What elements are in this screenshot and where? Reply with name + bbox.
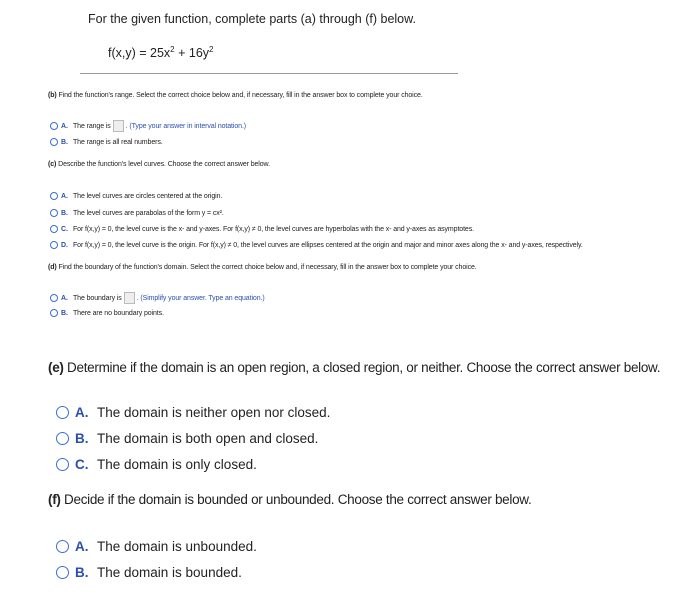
option-c-b[interactable] — [50, 209, 224, 217]
option-b-b[interactable] — [50, 138, 163, 146]
option-c-c[interactable] — [50, 225, 474, 233]
option-letter: A. — [75, 539, 89, 554]
part-label: (f) — [48, 492, 61, 507]
option-letter: A. — [75, 405, 89, 420]
radio-button[interactable] — [56, 566, 69, 579]
radio-button[interactable] — [56, 432, 69, 445]
option-text: The domain is both open and closed. — [97, 431, 319, 446]
question-text: Determine if the domain is an open region, a closed region, or neither. Choose the correct answer below. — [63, 360, 661, 375]
formula-part: f(x,y) = 25x — [108, 46, 171, 61]
option-letter: B. — [75, 431, 89, 446]
radio-button[interactable] — [50, 309, 58, 317]
radio-button[interactable] — [56, 406, 69, 419]
exponent: 2 — [170, 45, 175, 54]
radio-button[interactable] — [50, 225, 58, 233]
question-f — [48, 492, 531, 507]
part-label: (b) — [48, 92, 57, 99]
function-formula — [108, 45, 213, 60]
option-letter: C. — [61, 225, 68, 233]
option-text: The domain is only closed. — [97, 457, 257, 472]
option-letter: B. — [61, 138, 68, 146]
option-letter: A. — [61, 192, 68, 200]
option-text: The domain is bounded. — [97, 565, 242, 580]
question-e — [48, 360, 660, 375]
option-text: The level curves are circles centered at the origin. — [73, 192, 223, 200]
option-letter: B. — [75, 565, 89, 580]
radio-button[interactable] — [50, 192, 58, 200]
option-e-c[interactable] — [56, 457, 257, 472]
question-text: Describe the function's level curves. Choose the correct answer below. — [56, 161, 270, 168]
option-e-a[interactable] — [56, 405, 330, 420]
option-c-a[interactable] — [50, 192, 222, 200]
option-letter: A. — [61, 294, 68, 302]
exponent: 2 — [209, 45, 214, 54]
option-c-d[interactable] — [50, 241, 583, 249]
radio-button[interactable] — [50, 294, 58, 302]
option-f-a[interactable] — [56, 539, 257, 554]
hint: . (Simplify your answer. Type an equation.) — [136, 294, 265, 302]
option-letter: B. — [61, 209, 68, 217]
option-f-b[interactable] — [56, 565, 242, 580]
option-text: The range is all real numbers. — [73, 138, 163, 146]
hint: . (Type your answer in interval notation.) — [125, 122, 247, 130]
instructions: For the given function, complete parts (a) through (f) below. — [88, 12, 416, 26]
question-c — [48, 161, 270, 168]
part-label: (c) — [48, 161, 57, 168]
option-text: The boundary is — [73, 294, 122, 302]
option-text: The domain is neither open nor closed. — [97, 405, 331, 420]
radio-button[interactable] — [56, 540, 69, 553]
radio-button[interactable] — [50, 241, 58, 249]
option-text: For f(x,y) = 0, the level curve is the x- and y-axes. For f(x,y) ≠ 0, the level curves are hyperbolas with the x- and y-axes as asymptotes. — [73, 225, 474, 233]
radio-button[interactable] — [50, 138, 58, 146]
option-letter: B. — [61, 309, 68, 317]
option-d-a[interactable] — [50, 292, 265, 304]
part-label: (e) — [48, 360, 64, 375]
option-text: The level curves are parabolas of the form y = cx². — [73, 209, 224, 217]
answer-box[interactable] — [124, 292, 135, 304]
option-text: The range is — [73, 122, 111, 130]
question-text: Decide if the domain is bounded or unbounded. Choose the correct answer below. — [60, 492, 532, 507]
option-text: The domain is unbounded. — [97, 539, 257, 554]
option-letter: C. — [75, 457, 89, 472]
question-d — [48, 264, 477, 271]
divider — [80, 73, 458, 74]
radio-button[interactable] — [50, 122, 58, 130]
option-text: For f(x,y) = 0, the level curve is the origin. For f(x,y) ≠ 0, the level curves are ellipses centered at the origin and major and minor axes along the x- and y-axes, respectively. — [73, 241, 583, 249]
option-d-b[interactable] — [50, 309, 164, 317]
part-label: (d) — [48, 264, 57, 271]
formula-part: + 16y — [174, 46, 210, 61]
radio-button[interactable] — [50, 209, 58, 217]
option-letter: D. — [61, 241, 68, 249]
option-b-a[interactable] — [50, 120, 246, 132]
question-text: Find the function's range. Select the correct choice below and, if necessary, fill in the answer box to complete your choice. — [56, 92, 423, 99]
question-text: Find the boundary of the function's domain. Select the correct choice below and, if necessary, fill in the answer box to complete your choice. — [56, 264, 477, 271]
answer-box[interactable] — [113, 120, 124, 132]
option-e-b[interactable] — [56, 431, 318, 446]
option-text: There are no boundary points. — [73, 309, 164, 317]
question-b — [48, 92, 423, 99]
radio-button[interactable] — [56, 458, 69, 471]
option-letter: A. — [61, 122, 68, 130]
